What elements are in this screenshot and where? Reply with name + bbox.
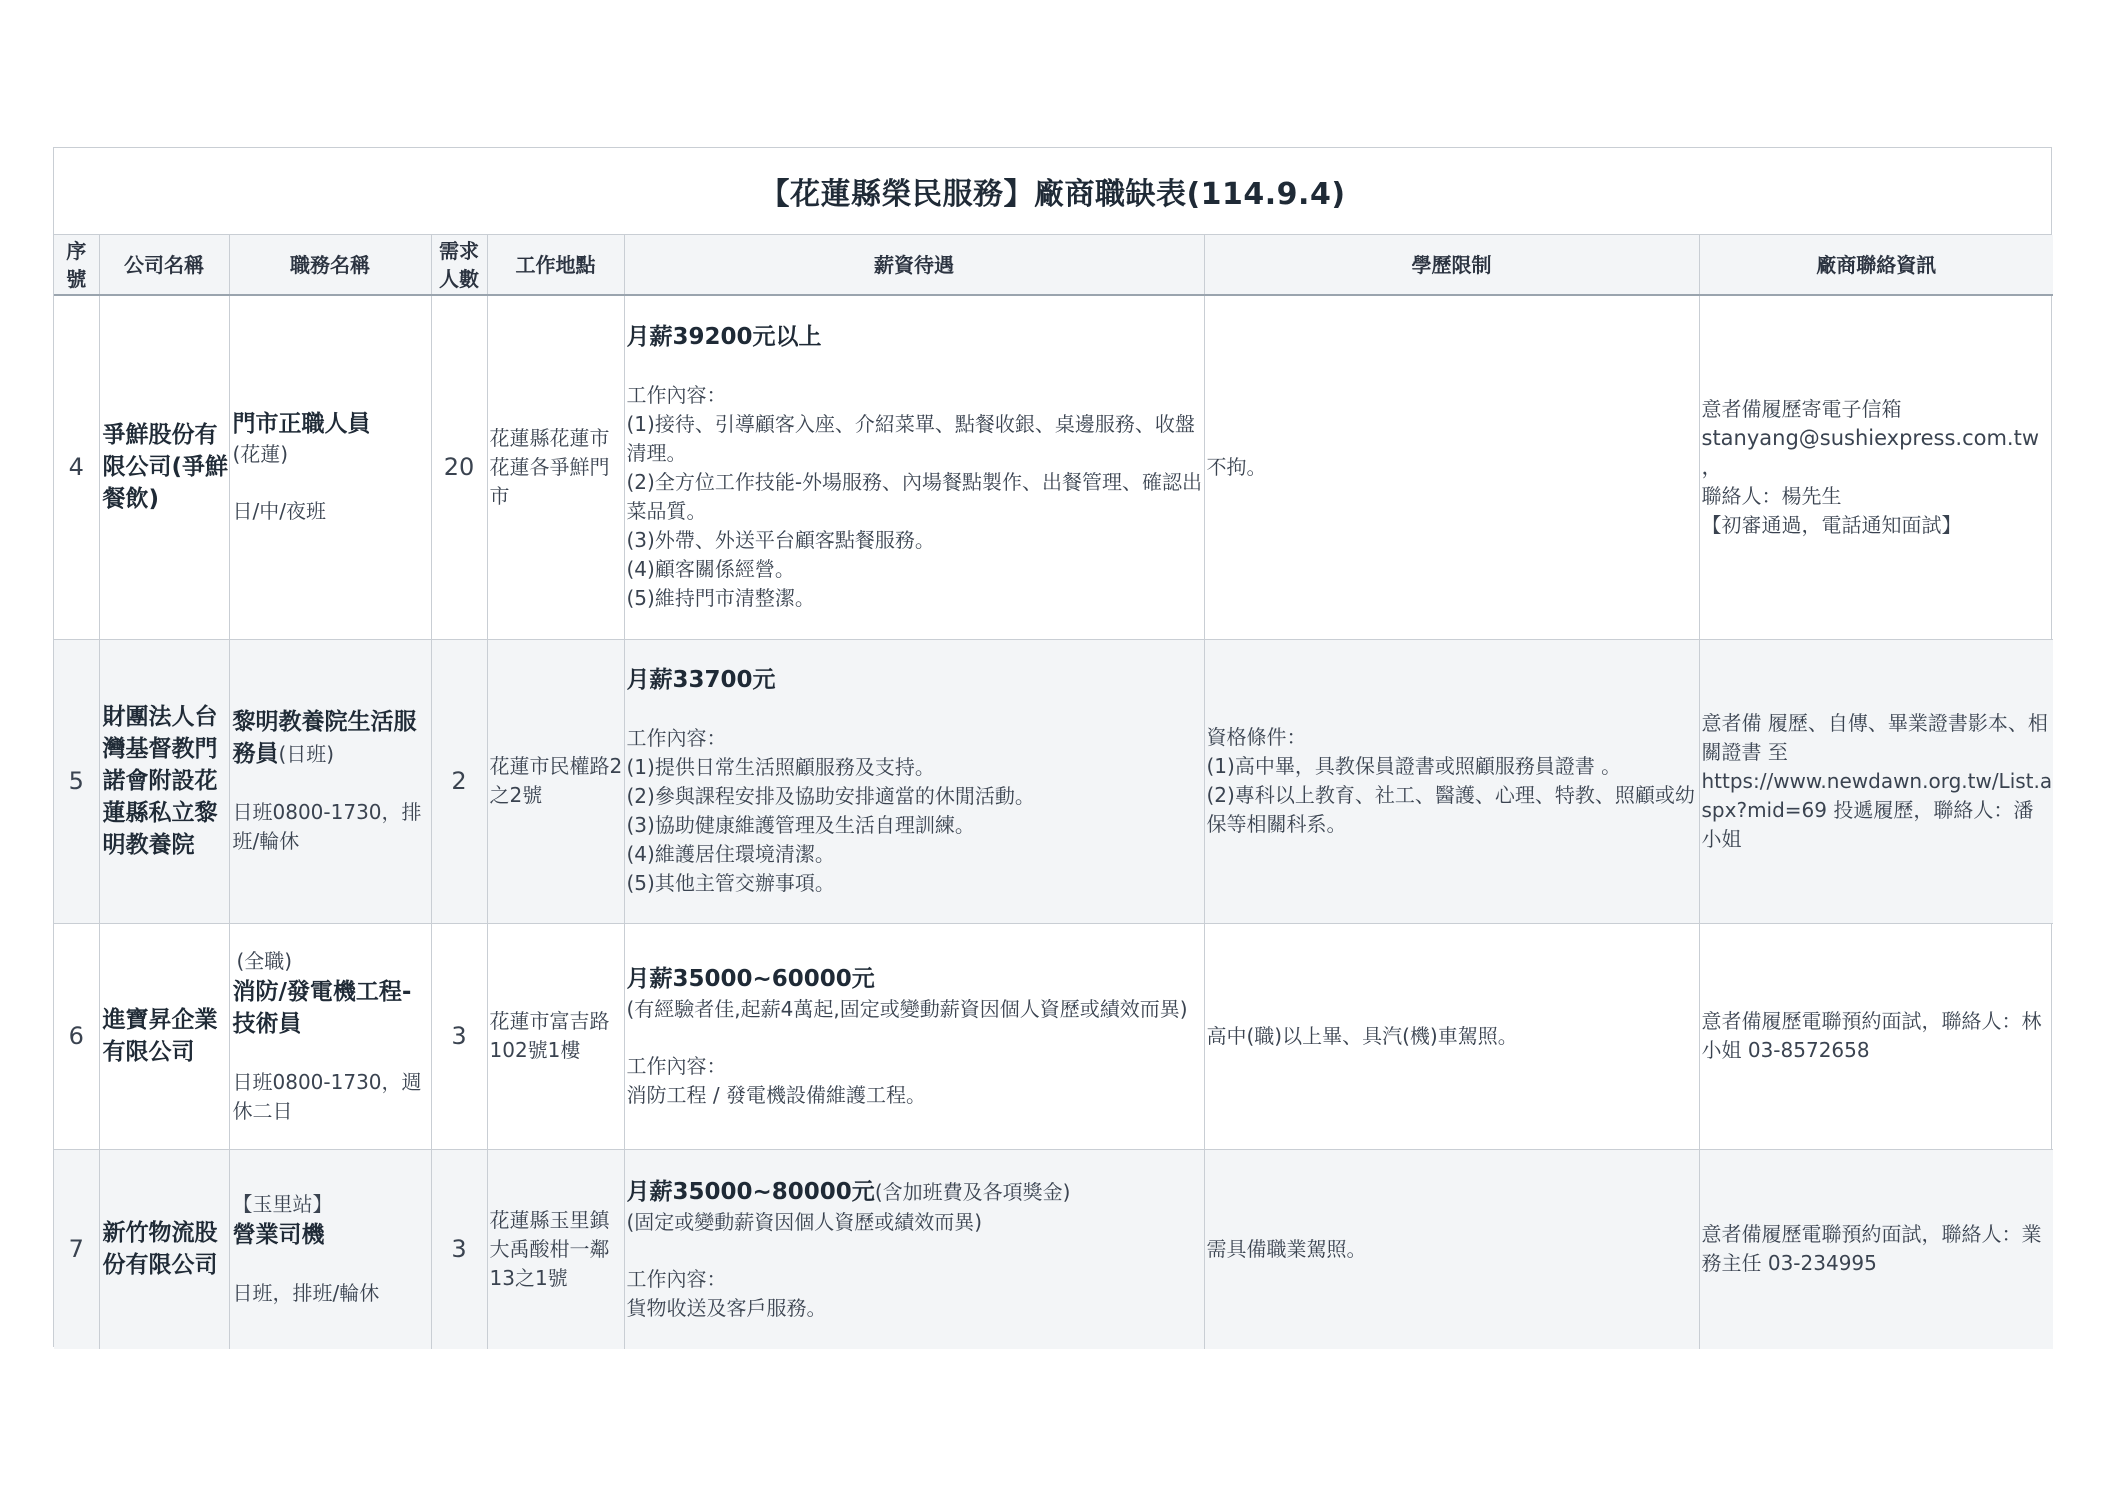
job-type-tag: (全職)	[236, 948, 293, 973]
work-item: (2)全方位工作技能-外場服務、內場餐點製作、出餐管理、確認出菜品質。	[626, 470, 1203, 524]
contact-email-link[interactable]: stanyang@sushiexpress.com.tw ，	[1701, 425, 2040, 479]
header-location: 工作地點	[487, 235, 624, 295]
row-seq: 6	[54, 923, 99, 1149]
salary: 月薪33700元	[626, 667, 776, 693]
job-cell	[229, 639, 431, 923]
job-title-text: 黎明教養院生活服務員	[232, 709, 417, 767]
salary-note: (有經驗者佳,起薪4萬起,固定或變動薪資因個人資歷或績效而異)	[626, 996, 1188, 1021]
edu-item: (1)高中畢，具教保員證書或照顧服務員證書 。	[1206, 754, 1622, 778]
header-job: 職務名稱	[229, 235, 431, 295]
job-cell	[229, 295, 431, 639]
pay-cell	[624, 1149, 1204, 1349]
work-label: 工作內容：	[626, 1266, 727, 1291]
contact-cell	[1699, 639, 2053, 923]
salary-inclusion-note: (含加班費及各項獎金)	[874, 1179, 1071, 1204]
header-pay: 薪資待遇	[624, 235, 1204, 295]
pay-cell	[624, 295, 1204, 639]
work-item: (1)接待、引導顧客入座、介紹菜單、點餐收銀、桌邊服務、收盤清理。	[626, 412, 1195, 466]
contact-line: 意者備履歷寄電子信箱	[1701, 396, 1902, 421]
job-cell	[229, 1149, 431, 1349]
header-edu: 學歷限制	[1204, 235, 1699, 295]
work-location: 花蓮市富吉路102號1樓	[487, 923, 624, 1149]
contact-cell	[1699, 295, 2053, 639]
work-item: (5)維持門市清整潔。	[626, 586, 815, 611]
table-header-row	[54, 235, 2053, 295]
contact-line: 聯絡人：楊先生	[1701, 483, 1842, 508]
edu-item: (2)專科以上教育、社工、醫護、心理、特教、照顧或幼保等相關科系。	[1206, 783, 1695, 836]
work-label: 工作內容：	[626, 726, 727, 750]
header-company: 公司名稱	[99, 235, 229, 295]
work-location: 花蓮縣花蓮市花蓮各爭鮮門市	[487, 295, 624, 639]
row-seq: 7	[54, 1149, 99, 1349]
salary: 月薪35000~60000元	[626, 965, 875, 992]
job-vacancy-sheet	[53, 147, 2052, 1347]
header-seq: 序號	[54, 235, 99, 295]
work-item: 消防工程 / 發電機設備維護工程。	[626, 1082, 926, 1107]
header-contact: 廠商聯絡資訊	[1699, 235, 2053, 295]
work-item: (5)其他主管交辦事項。	[626, 871, 835, 895]
contact-url-link[interactable]: https://www.newdawn.org.tw/List.aspx?mid=69 投遞履歷，聯絡人：潘小姐	[1701, 768, 2053, 851]
headcount: 3	[431, 923, 487, 1149]
job-location-tag: (花蓮)	[232, 442, 289, 467]
contact-line: 【初審通過，電話通知面試】	[1701, 512, 1962, 537]
row-seq: 5	[54, 639, 99, 923]
work-item: 貨物收送及客戶服務。	[626, 1295, 827, 1320]
education-requirement: 需具備職業駕照。	[1204, 1149, 1699, 1349]
salary-note: (固定或變動薪資因個人資歷或績效而異)	[626, 1209, 983, 1234]
work-item: (4)維護居住環境清潔。	[626, 842, 835, 866]
work-label: 工作內容：	[626, 383, 727, 408]
job-title	[233, 706, 431, 770]
work-item: (2)參與課程安排及協助安排適當的休閒活動。	[626, 784, 1035, 808]
job-shift-tag: (日班)	[278, 742, 335, 766]
work-item: (4)顧客關係經營。	[626, 557, 795, 582]
contact-line: 意者備履歷電聯預約面試，聯絡人：業務主任 03-234995	[1701, 1222, 2042, 1276]
job-title: 營業司機	[232, 1222, 325, 1249]
table-row	[54, 1149, 2053, 1349]
job-station-tag: 【玉里站】	[232, 1192, 333, 1217]
pay-cell	[624, 639, 1204, 923]
pay-cell	[624, 923, 1204, 1149]
job-shift: 日班0800-1730，週休二日	[232, 1069, 422, 1123]
education-requirement	[1204, 639, 1699, 923]
work-item: (3)外帶、外送平台顧客點餐服務。	[626, 528, 935, 553]
job-shift: 日班，排班/輪休	[232, 1281, 380, 1306]
table-row	[54, 639, 2053, 923]
education-requirement: 不拘。	[1204, 295, 1699, 639]
education-requirement: 高中(職)以上畢、具汽(機)車駕照。	[1204, 923, 1699, 1149]
vacancy-table	[54, 235, 2053, 1349]
job-title: 門市正職人員	[232, 411, 371, 438]
work-location: 花蓮市民權路2之2號	[487, 639, 624, 923]
table-row	[54, 295, 2053, 639]
header-count: 需求人數	[431, 235, 487, 295]
job-shift: 日班0800-1730，排班/輪休	[232, 800, 422, 853]
job-cell	[229, 923, 431, 1149]
table-row	[54, 923, 2053, 1149]
company-name: 財團法人台灣基督教門諾會附設花蓮縣私立黎明教養院	[99, 639, 229, 923]
contact-line: 意者備履歷電聯預約面試，聯絡人：林小姐 03-8572658	[1701, 1009, 2042, 1062]
job-title: 消防/發電機工程-技術員	[232, 978, 412, 1037]
work-item: (1)提供日常生活照顧服務及支持。	[626, 755, 935, 779]
headcount: 20	[431, 295, 487, 639]
headcount: 2	[431, 639, 487, 923]
company-name: 新竹物流股份有限公司	[99, 1149, 229, 1349]
work-label: 工作內容：	[626, 1053, 727, 1078]
page-title: 【花蓮縣榮民服務】廠商職缺表(114.9.4)	[54, 148, 2051, 235]
headcount: 3	[431, 1149, 487, 1349]
salary: 月薪39200元以上	[626, 324, 822, 351]
job-shift: 日/中/夜班	[232, 499, 326, 524]
company-name: 爭鮮股份有限公司(爭鮮餐飲)	[99, 295, 229, 639]
salary	[627, 1176, 1204, 1208]
work-item: (3)協助健康維護管理及生活自理訓練。	[626, 813, 975, 837]
contact-cell	[1699, 1149, 2053, 1349]
work-location: 花蓮縣玉里鎮大禹酸柑一鄰13之1號	[487, 1149, 624, 1349]
contact-cell	[1699, 923, 2053, 1149]
contact-line: 意者備 履歷、自傳、畢業證書影本、相關證書 至	[1701, 710, 2048, 764]
edu-label: 資格條件：	[1206, 725, 1307, 749]
company-name: 進寶昇企業有限公司	[99, 923, 229, 1149]
salary-range: 月薪35000~80000元	[626, 1178, 875, 1205]
row-seq: 4	[54, 295, 99, 639]
